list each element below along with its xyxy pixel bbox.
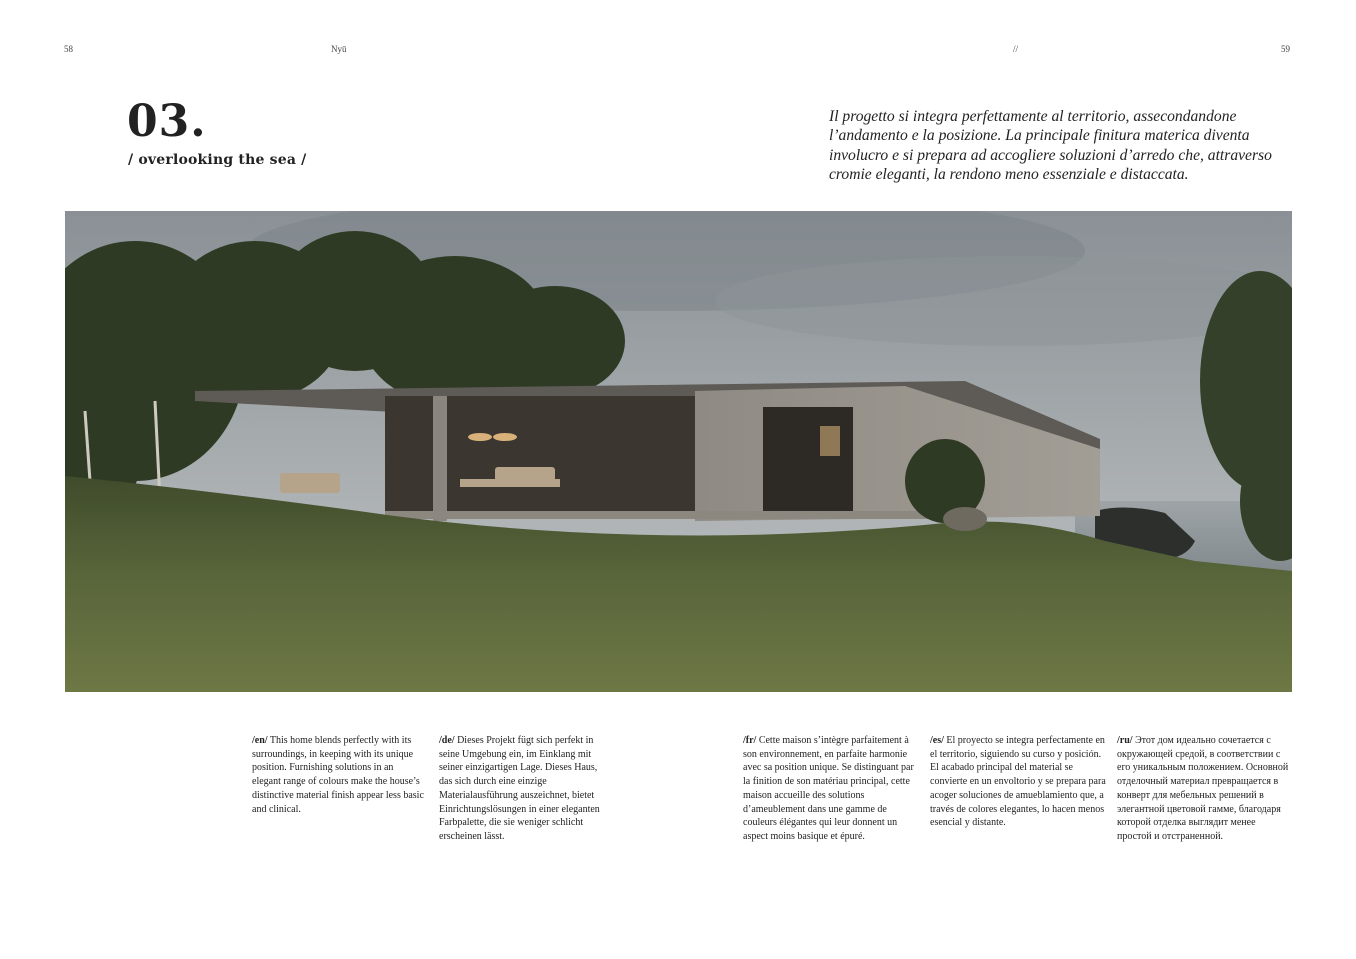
text-column-fr — [743, 734, 920, 844]
body-en: This home blends perfectly with its surroundings, in keeping with its unique position. Furnishing solutions in an elegant range of colours make the house’s distinctive material finish appear less basic and clinical. — [252, 735, 424, 815]
lang-tag-de: /de/ — [439, 735, 455, 746]
body-fr: Cette maison s’intègre parfaitement à son environnement, en parfaite harmonie avec sa position unique. Se distinguant par la finition de son matériau principal, cette maison accueille des solutions d’ameublement dans une gamme de couleurs élégantes qui leur donnent un aspect moins basique et épuré. — [743, 735, 914, 842]
intro-italian: Il progetto si integra perfettamente al territorio, assecondandone l’andamento e la posizione. La principale finitura materica diventa involucro e si prepara ad accogliere soluzioni d’arredo che, attraverso cromie eleganti, la rendono meno essenziale e distaccata. — [829, 108, 1272, 183]
boulder — [943, 507, 987, 531]
lang-tag-es: /es/ — [930, 735, 944, 746]
house-pillar — [433, 396, 447, 521]
lang-tag-fr: /fr/ — [743, 735, 757, 746]
body-de: Dieses Projekt fügt sich perfekt in seine Umgebung ein, im Einklang mit seiner einzigartigen Lage. Dieses Haus, das sich durch eine einzige Materialausführung auszeichnet, bietet Einrichtungslösungen in einer eleganten Farbpalette, die sie weniger schlicht erscheinen lässt. — [439, 735, 600, 842]
text-column-en — [252, 734, 424, 816]
lang-tag-ru: /ru/ — [1117, 735, 1133, 746]
hero-illustration — [65, 211, 1292, 692]
page-number-right: 59 — [1281, 44, 1290, 54]
lang-tag-en: /en/ — [252, 735, 268, 746]
text-column-ru — [1117, 734, 1289, 844]
house-interior — [385, 396, 695, 516]
body-es: El proyecto se integra perfectamente en el territorio, siguiendo su curso y posición. El acabado principal del material se convierte en un envoltorio y se prepara para acoger soluciones de amueblamiento que, a través de colores elegantes, lo hacen menos esencial y distante. — [930, 735, 1106, 829]
header-separator: // — [1013, 44, 1019, 54]
chapter-number: 03. — [127, 96, 207, 147]
chapter-title: / overlooking the sea / — [128, 152, 307, 168]
house-window — [763, 407, 853, 511]
terrace-edge — [385, 511, 945, 519]
hero-photo-house-by-sea — [65, 211, 1292, 692]
text-column-es — [930, 734, 1107, 830]
text-column-de — [439, 734, 611, 844]
brand-name: Nyū — [331, 44, 347, 54]
page-number-left: 58 — [64, 44, 73, 54]
body-ru: Этот дом идеально сочетается с окружающей средой, в соответствии с его уникальным положением. Основной отделочный материал превращается в конверт для мебельных решений в элегантной цветовой гамме, благодаря которой отделка выглядит менее простой и отстраненной. — [1117, 735, 1289, 842]
